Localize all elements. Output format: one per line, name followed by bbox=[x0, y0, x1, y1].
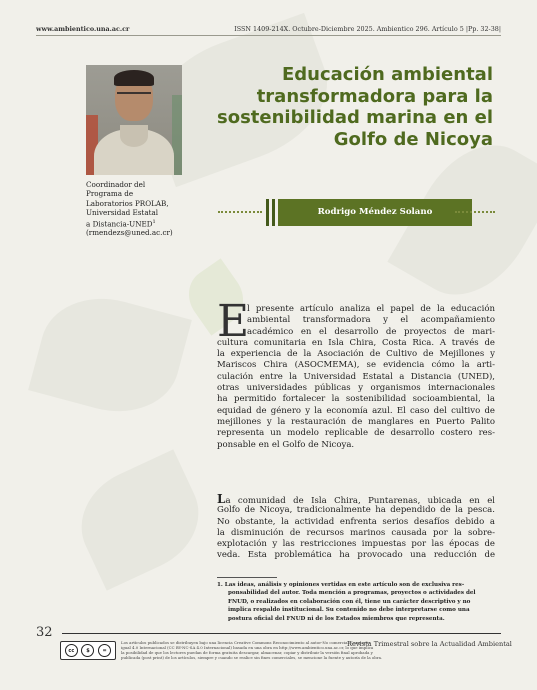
body-paragraph bbox=[217, 494, 495, 562]
text-line: ponsable en el Golfo de Nicoya. bbox=[217, 439, 355, 450]
background-leaf bbox=[64, 449, 215, 590]
footnote-divider bbox=[217, 577, 277, 578]
text-line: representa un modelo replicable de desarrollo costero res- bbox=[217, 428, 495, 439]
license-line: la posibilidad de que los lectores puedan de forma gratuita descargar, almacenar, copiar y distribuir la versión final aprobada y bbox=[121, 650, 373, 655]
photo-glasses bbox=[117, 92, 151, 102]
photo-hair bbox=[114, 70, 154, 86]
affiliation-line bbox=[86, 218, 196, 229]
text-line: académico en el desarrollo de proyectos de mari- bbox=[247, 326, 495, 337]
dotted-divider bbox=[218, 211, 262, 213]
footnote-line: 1. Las ideas, análisis y opiniones vertidas en este artículo son de exclusiva res- bbox=[217, 582, 465, 588]
text-line bbox=[217, 494, 495, 505]
author-affiliation bbox=[86, 180, 196, 238]
affiliation-text: a Distancia-UNED bbox=[86, 219, 153, 229]
title-line: Educación ambiental bbox=[282, 64, 493, 85]
issue-info: ISSN 1409-214X. Octubre-Diciembre 2025. Ambientico 296. Artículo 5 |Pp. 32-38| bbox=[234, 25, 501, 33]
footer-divider bbox=[62, 633, 501, 634]
text-line: cultura comunitaria en Isla Chira, Costa Rica. A través de bbox=[217, 337, 495, 348]
text-line: ha permitido fortalecer la sostenibilidad socioambiental, la bbox=[217, 394, 495, 405]
page-number: 32 bbox=[36, 625, 53, 640]
footnote-line: implica respaldo institucional. Su contenido no debe interpretarse como una bbox=[228, 607, 470, 614]
bar-accent bbox=[272, 199, 275, 226]
text-line: la experiencia de la Asociación de Cultivo de Mejillones y bbox=[217, 349, 495, 360]
license-line: publicada (post print) de los artículos, siempre y cuando se realice sin fines comerciales, se mencione la fuente y autoría de la obra. bbox=[121, 655, 383, 660]
text-line: culación entre la Universidad Estatal a Distancia (UNED), bbox=[217, 371, 495, 382]
footnote-line: ponsabilidad del autor. Toda mención a programas, proyectos o actividades del bbox=[228, 590, 476, 597]
affiliation-line: Coordinador del bbox=[86, 180, 146, 189]
journal-url[interactable]: www.ambientico.una.ac.cr bbox=[36, 25, 130, 33]
license-line: igual 4.0 Internacional (CC BY-NC-SA 4.0 Internacional) basada en una obra en http://www.ambientico.una.ac.cr, lo que implica bbox=[121, 645, 374, 650]
text-line: la disminución de recursos marinos causada por la sobre- bbox=[217, 527, 495, 538]
affiliation-line: Universidad Estatal bbox=[86, 208, 159, 218]
footnote-line: FNUD, o realizados en colaboración con él, tiene un carácter descriptivo y no bbox=[228, 598, 471, 605]
text-line: mejillones y la restauración de manglares en Puerto Palito bbox=[217, 416, 495, 427]
background-leaf bbox=[28, 284, 192, 426]
footnote bbox=[217, 581, 495, 623]
text-line: equidad de género y la economía azul. El caso del cultivo de bbox=[217, 405, 495, 416]
article-title bbox=[215, 64, 493, 150]
drop-cap: E bbox=[217, 296, 250, 347]
author-email[interactable]: (rmendezs@uned.ac.cr) bbox=[86, 228, 173, 238]
text-line: explotación y las restricciones impuestas por las épocas de bbox=[217, 539, 495, 550]
text-line: l presente artículo analiza el papel de la educación bbox=[247, 304, 495, 314]
author-name: Rodrigo Méndez Solano bbox=[278, 199, 472, 226]
journal-description: Revista Trimestral sobre la Actualidad Ambiental bbox=[347, 640, 512, 648]
text-line: otras universidades públicas y organismos internacionales bbox=[217, 383, 495, 394]
header-divider bbox=[36, 35, 501, 36]
license-line: Los artículos publicados se distribuyen bajo una licencia Creative Commons Reconocimiento al autor-No comercial-Compartir bbox=[121, 640, 371, 645]
noncommercial-icon: $ bbox=[81, 644, 94, 657]
text-line: Mariscos Chira (ASOCMEMA), se evidencia cómo la arti- bbox=[217, 360, 495, 371]
title-line: sostenibilidad marina en el bbox=[216, 107, 493, 128]
photo-collar bbox=[120, 125, 148, 147]
creative-commons-badge[interactable] bbox=[60, 641, 116, 660]
sharealike-icon: = bbox=[98, 644, 111, 657]
title-line: Golfo de Nicoya bbox=[333, 128, 493, 150]
dotted-divider bbox=[455, 211, 495, 213]
text-segment: a comunidad de Isla Chira, Puntarenas, ubicada en el bbox=[225, 496, 495, 506]
footnote-mark: 1 bbox=[152, 218, 156, 225]
text-line: veda. Esta problemática ha provocado una reducción de bbox=[217, 550, 495, 561]
footnote-line: postura oficial del FNUD ni de los Estados miembros que representa. bbox=[228, 615, 445, 622]
affiliation-line: Programa de bbox=[86, 189, 134, 199]
abstract-paragraph bbox=[217, 296, 495, 451]
author-photo bbox=[86, 65, 182, 175]
text-line: ambiental transformadora y el acompañamiento bbox=[247, 315, 495, 326]
text-line: Golfo de Nicoya, tradicionalmente ha dependido de la pesca. bbox=[217, 505, 495, 516]
license-notice bbox=[121, 640, 383, 660]
title-line: transformadora para la bbox=[256, 85, 493, 107]
lead-letter: L bbox=[217, 492, 226, 506]
bar-accent bbox=[266, 199, 269, 226]
text-line: No obstante, la actividad enfrenta serios desafíos debido a bbox=[217, 516, 495, 527]
affiliation-line: Laboratorios PROLAB, bbox=[86, 198, 169, 208]
cc-icon: cc bbox=[65, 644, 78, 657]
